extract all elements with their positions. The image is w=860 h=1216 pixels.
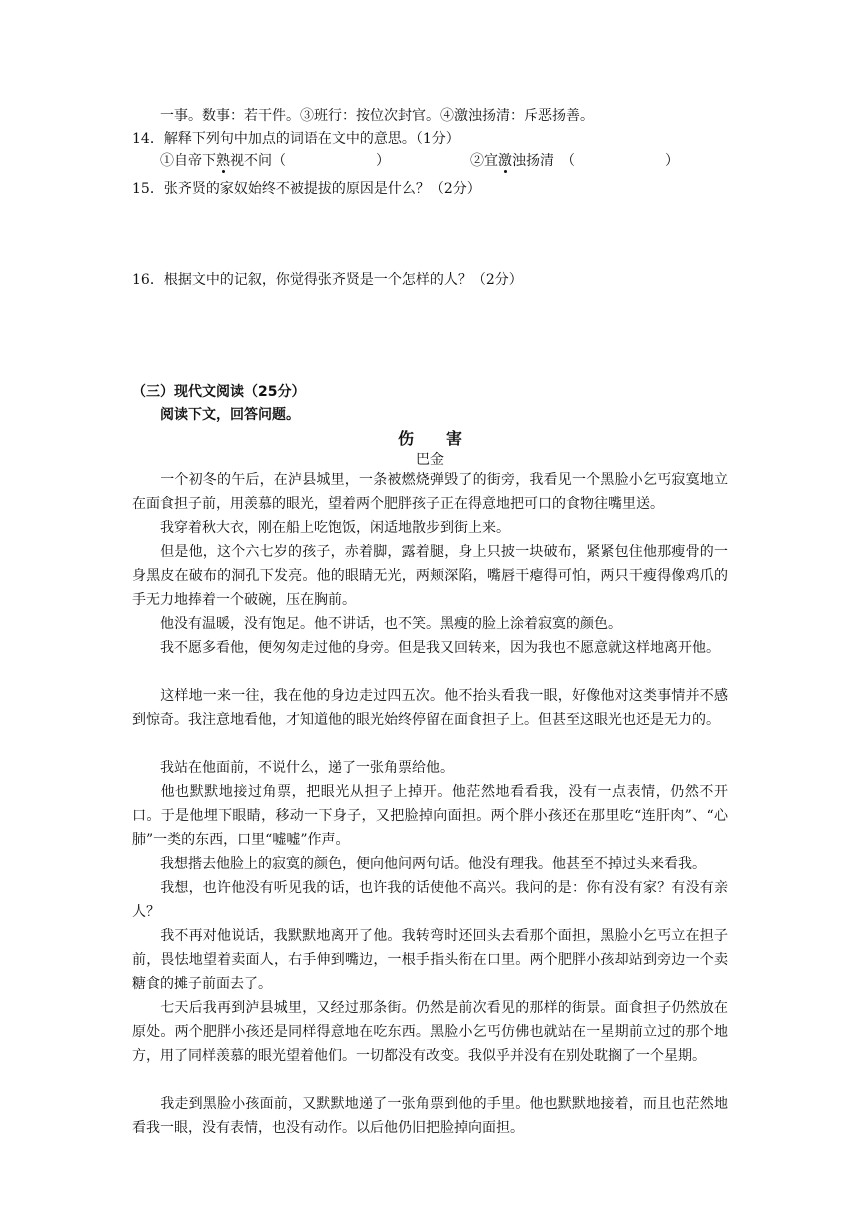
question-15: 15．张齐贤的家奴始终不被提拔的原因是什么？（2分） — [132, 181, 481, 197]
footnote-line: 一事。数事：若干件。③班行：按位次封官。④激浊扬清：斥恶扬善。 — [160, 108, 594, 124]
section-title: （三）现代文阅读（25分） — [132, 384, 306, 400]
article-paragraph-5: 我不愿多看他，便匆匆走过他的身旁。但是我又回转来，因为我也不愿意就这样地离开他。 — [160, 640, 720, 656]
item-1-close: ） — [376, 153, 390, 169]
article-paragraph-3: 但是他，这个六七岁的孩子，赤着脚，露着腿，身上只披一块破布，紧紧包住他那瘦骨的一身黑皮在破布的洞孔下发亮。他的眼睛无光，两颊深陷，嘴唇干瘪得可怕，两只干瘦得像鸡爪的手无力地捧着一个破碗，压在胸前。 — [132, 544, 728, 608]
article-paragraph-9: 我想揩去他脸上的寂寞的颜色，便向他问两句话。他没有理我。他甚至不掉过头来看我。 — [160, 856, 706, 872]
article-paragraph-13: 我走到黑脸小孩面前，又默默地递了一张角票到他的手里。他也默默地接着，而且也茫然地看我一眼，没有表情，也没有动作。以后他仍旧把脸掉向面担。 — [132, 1096, 728, 1136]
item-2-prefix: ②宜 — [470, 153, 498, 169]
item-1-text: 视不问（ — [230, 153, 286, 169]
question-14-item-2 — [470, 151, 679, 171]
emphasis-dot-word: 激 — [498, 153, 512, 169]
item-1-prefix: ①自帝下 — [160, 153, 216, 169]
article-paragraph-6: 这样地一来一往，我在他的身边走过四五次。他不抬头看我一眼，好像他对这类事情并不感到惊奇。我注意地看他，才知道他的眼光始终停留在面食担子上。但甚至这眼光也还是无力的。 — [132, 688, 728, 728]
article-paragraph-11: 我不再对他说话，我默默地离开了他。我转弯时还回头去看那个面担，黑脸小乞丐立在担子前，畏怯地望着卖面人，右手伸到嘴边，一根手指头衔在口里。两个肥胖小孩却站到旁边一个卖糖食的摊子前面去了。 — [132, 928, 728, 992]
article-paragraph-10: 我想，也许他没有听见我的话，也许我的话使他不高兴。我问的是：你有没有家？有没有亲人？ — [132, 880, 728, 920]
emphasis-dot-word: 熟 — [216, 153, 230, 169]
article-paragraph-12: 七天后我再到泸县城里，又经过那条街。仍然是前次看见的那样的街景。面食担子仍然放在原处。两个肥胖小孩还是同样得意地在吃东西。黑脸小乞丐仿佛也就站在一星期前立过的那个地方，用了同样羡慕的眼光望着他们。一切都没有改变。我似乎并没有在别处耽搁了一个星期。 — [132, 1000, 728, 1064]
article-paragraph-8: 他也默默地接过角票，把眼光从担子上掉开。他茫然地看看我，没有一点表情，仍然不开口。于是他埋下眼睛，移动一下身子，又把脸掉向面担。两个胖小孩还在那里吃“连肝肉”、“心肺”一类的东西，口里“嘘嘘”作声。 — [132, 784, 728, 848]
item-2-text: 浊扬清 （ — [512, 153, 575, 169]
question-14-stem: 14．解释下列句中加点的词语在文中的意思。（1分） — [132, 131, 460, 147]
article-paragraph-2: 我穿着秋大衣，刚在船上吃饱饭，闲适地散步到街上来。 — [160, 520, 510, 536]
question-16: 16．根据文中的记叙，你觉得张齐贤是一个怎样的人？（2分） — [132, 272, 523, 288]
item-2-close: ） — [665, 153, 679, 169]
article-paragraph-7: 我站在他面前，不说什么，递了一张角票给他。 — [160, 760, 454, 776]
article-author: 巴金 — [416, 452, 444, 468]
article-title: 伤 害 — [397, 429, 462, 448]
question-14-item-1 — [160, 151, 390, 171]
article-paragraph-1: 一个初冬的午后，在泸县城里，一条被燃烧弹毁了的街旁，我看见一个黑脸小乞丐寂寞地立在面食担子前，用羡慕的眼光，望着两个肥胖孩子正在得意地把可口的食物往嘴里送。 — [132, 472, 728, 512]
reading-instruction: 阅读下文，回答问题。 — [160, 407, 300, 423]
article-paragraph-4: 他没有温暖，没有饱足。他不讲话，也不笑。黑瘦的脸上涂着寂寞的颜色。 — [160, 616, 622, 632]
